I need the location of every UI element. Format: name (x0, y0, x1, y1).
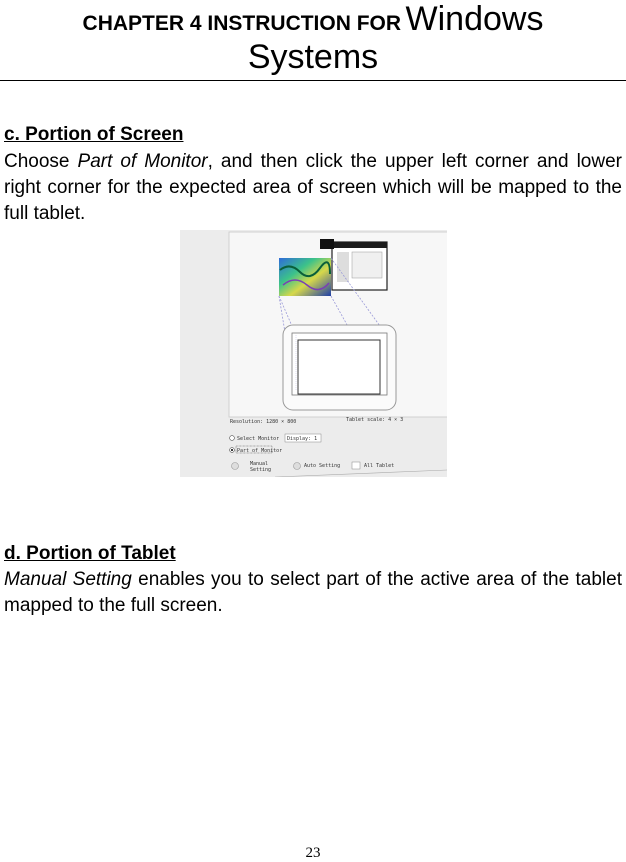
figure-drawing (180, 230, 447, 477)
chapter-heading (0, 0, 626, 39)
page-number: 23 (305, 845, 321, 861)
section-d-paragraph (4, 567, 622, 619)
section-c-text-1: Choose (4, 151, 78, 172)
os-name-line2: Systems (247, 38, 379, 76)
auto-setting-option: Auto Setting (304, 463, 341, 469)
manual-setting-line1: Manual (250, 461, 269, 467)
select-monitor-option: Select Monitor (237, 436, 280, 442)
part-of-monitor-option: Part of Monitor (237, 448, 283, 454)
section-c-text-2: , and then click the upper left corner and lower right corner for the expected area of screen which will be mapped to the full tablet. (4, 151, 622, 224)
tablet-scale-label: Tablet scale: 4 × 3 (346, 417, 404, 423)
section-d-italic: Manual Setting (4, 569, 132, 590)
chapter-label: CHAPTER 4 INSTRUCTION FOR (82, 12, 402, 35)
manual-setting-line2: Setting (250, 467, 272, 473)
resolution-label: Resolution: 1280 × 800 (230, 419, 297, 425)
header-rule (0, 80, 626, 81)
section-c-paragraph (4, 149, 622, 227)
section-d-text: enables you to select part of the active area of the tablet mapped to the full screen. (4, 569, 622, 616)
os-name: Windows (405, 0, 544, 38)
all-tablet-option: All Tablet (364, 463, 395, 469)
section-d-title: d. Portion of Tablet (4, 543, 176, 564)
display-select: Display: 1 (287, 436, 318, 442)
section-c-title: c. Portion of Screen (4, 124, 184, 145)
screen-mapping-figure (180, 230, 447, 477)
section-c-italic: Part of Monitor (77, 151, 208, 172)
